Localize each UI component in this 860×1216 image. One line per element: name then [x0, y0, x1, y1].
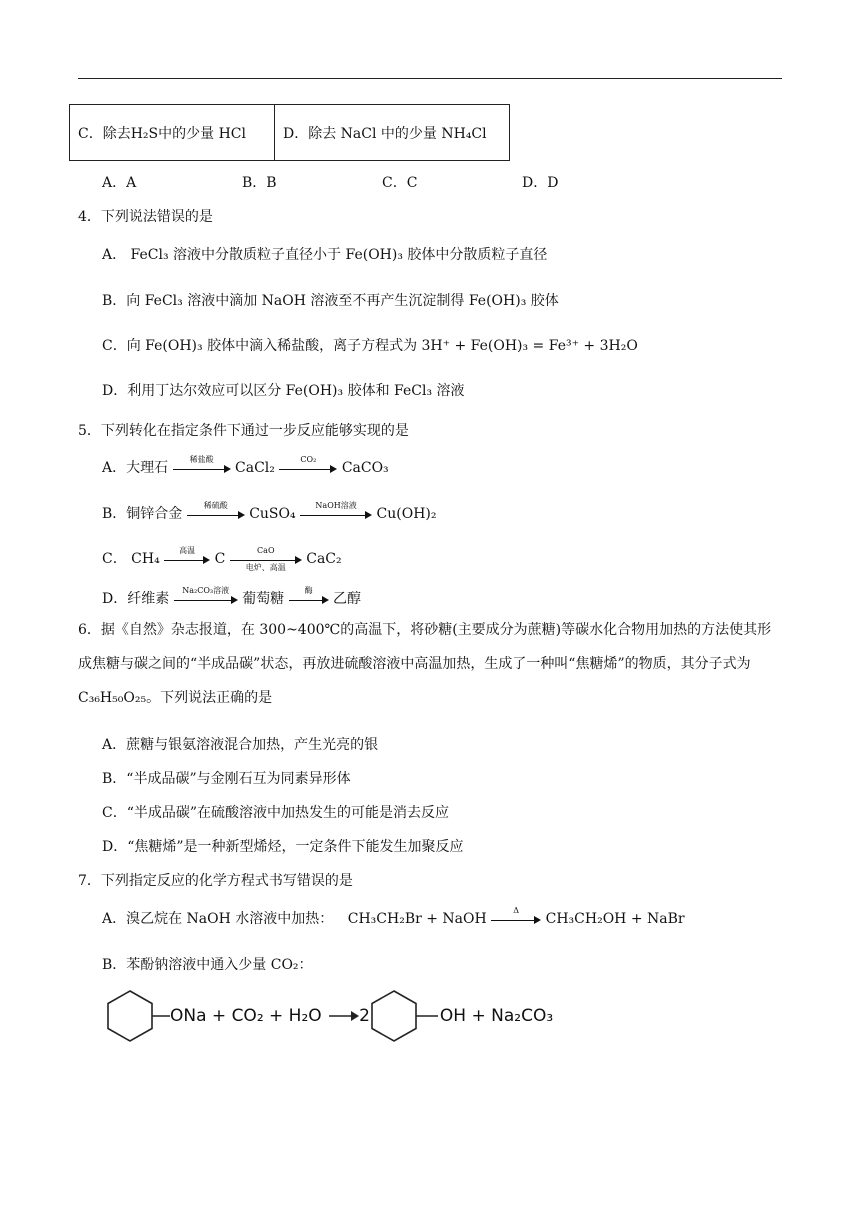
options-table — [69, 104, 510, 161]
reaction-arrow — [279, 455, 337, 475]
q5c-arrow1-label: 高温 — [179, 546, 196, 555]
q5c-mid: C — [214, 551, 226, 567]
reaction-arrow — [289, 586, 329, 606]
q7a-eq-left: CH₃CH₂Br + NaOH — [347, 911, 487, 927]
q5d-arrow1-label: Na₂CO₃溶液 — [182, 586, 230, 595]
q4-stem: 4．下列说法错误的是 — [78, 209, 213, 225]
reaction-arrow — [174, 586, 238, 606]
q5b-label: B．铜锌合金 — [102, 506, 183, 522]
reaction-arrow — [164, 546, 210, 566]
benzene-ring-icon — [100, 988, 170, 1044]
q5a-label: A．大理石 — [102, 460, 169, 476]
q3-option-b: B．B — [242, 175, 277, 191]
header-rule — [78, 78, 782, 79]
q7-stem: 7．下列指定反应的化学方程式书写错误的是 — [78, 873, 353, 889]
q5d-end: 乙醇 — [333, 591, 362, 607]
q6-option-d: D．“焦糖烯”是一种新型烯烃，一定条件下能发生加聚反应 — [102, 839, 464, 855]
q6-option-a: A．蔗糖与银氨溶液混合加热，产生光亮的银 — [102, 737, 379, 753]
reaction-arrow — [300, 501, 372, 521]
q3-option-c: C．C — [382, 175, 418, 191]
q7a-label: A．溴乙烷在 NaOH 水溶液中加热： — [102, 911, 334, 927]
q7b-eq-right: OH + Na₂CO₃ — [439, 1006, 554, 1026]
q7-option-b: B．苯酚钠溶液中通入少量 CO₂： — [102, 957, 313, 973]
reaction-arrow — [491, 906, 541, 926]
q5-option-d — [102, 588, 361, 608]
q5a-arrow2-label: CO₂ — [300, 455, 317, 464]
q4-option-b: B．向 FeCl₃ 溶液中滴加 NaOH 溶液至不再产生沉淀制得 Fe(OH)₃ 胶体 — [102, 293, 559, 309]
q5b-arrow1-label: 稀硫酸 — [203, 501, 228, 510]
q5c-arrow2-bottom: 电炉、高温 — [245, 563, 286, 572]
table-cell-c: C．除去H₂S中的少量 HCl — [70, 105, 275, 161]
benzene-ring-icon — [370, 988, 440, 1044]
q5b-end: Cu(OH)₂ — [376, 506, 437, 522]
q5d-mid: 葡萄糖 — [242, 591, 285, 607]
q5a-mid: CaCl₂ — [235, 460, 275, 476]
q5-option-b — [102, 503, 436, 523]
q5c-end: CaC₂ — [306, 551, 342, 567]
q4-option-d: D．利用丁达尔效应可以区分 Fe(OH)₃ 胶体和 FeCl₃ 溶液 — [102, 383, 465, 399]
q5b-mid: CuSO₄ — [249, 506, 296, 522]
q3-option-d: D．D — [522, 175, 559, 191]
q4-option-c: C．向 Fe(OH)₃ 胶体中滴入稀盐酸，离子方程式为 3H⁺ + Fe(OH)₃ = Fe³⁺ + 3H₂O — [102, 338, 638, 354]
q6-stem: 6．据《自然》杂志报道，在 300~400℃的高温下，将砂糖(主要成分为蔗糖)等碳水化合物用加热的方法使其形成焦糖与碳之间的“半成品碳”状态，再放进硫酸溶液中高温加热，生成了一种叫“焦糖烯”的物质，其分子式为 C₃₆H₅₀O₂₅。下列说法正确的是 — [78, 622, 772, 706]
q7b-eq-left: ONa + CO₂ + H₂O — [170, 1006, 322, 1026]
q7a-arrow-label: Δ — [513, 906, 520, 915]
q5-option-a — [102, 457, 389, 477]
q3-options — [102, 172, 662, 192]
phenoxide-equation — [100, 988, 553, 1044]
reaction-arrow — [187, 501, 245, 521]
q6-option-b: B．“半成品碳”与金刚石互为同素异形体 — [102, 771, 351, 787]
q5-option-c — [102, 546, 342, 572]
reaction-arrow — [327, 1009, 359, 1023]
q5d-label: D．纤维素 — [102, 591, 170, 607]
q5-stem: 5．下列转化在指定条件下通过一步反应能够实现的是 — [78, 423, 409, 439]
table-cell-d: D．除去 NaCl 中的少量 NH₄Cl — [275, 105, 510, 161]
reaction-arrow — [230, 546, 302, 572]
q7a-eq-right: CH₃CH₂OH + NaBr — [545, 911, 685, 927]
q4-option-a: A． FeCl₃ 溶液中分散质粒子直径小于 Fe(OH)₃ 胶体中分散质粒子直径 — [102, 247, 548, 263]
q7b-coefficient: 2 — [359, 1006, 370, 1026]
q7-option-a — [102, 908, 685, 928]
q3-option-a: A．A — [102, 175, 137, 191]
q5a-end: CaCO₃ — [341, 460, 389, 476]
q5c-label: C． CH₄ — [102, 551, 160, 567]
q5a-arrow1-label: 稀盐酸 — [189, 455, 214, 464]
q5b-arrow2-label: NaOH溶液 — [315, 501, 357, 510]
reaction-arrow — [173, 455, 231, 475]
q5d-arrow2-label: 酶 — [304, 586, 313, 595]
q6-option-c: C．“半成品碳”在硫酸溶液中加热发生的可能是消去反应 — [102, 805, 450, 821]
q5c-arrow2-top: CaO — [257, 546, 275, 555]
